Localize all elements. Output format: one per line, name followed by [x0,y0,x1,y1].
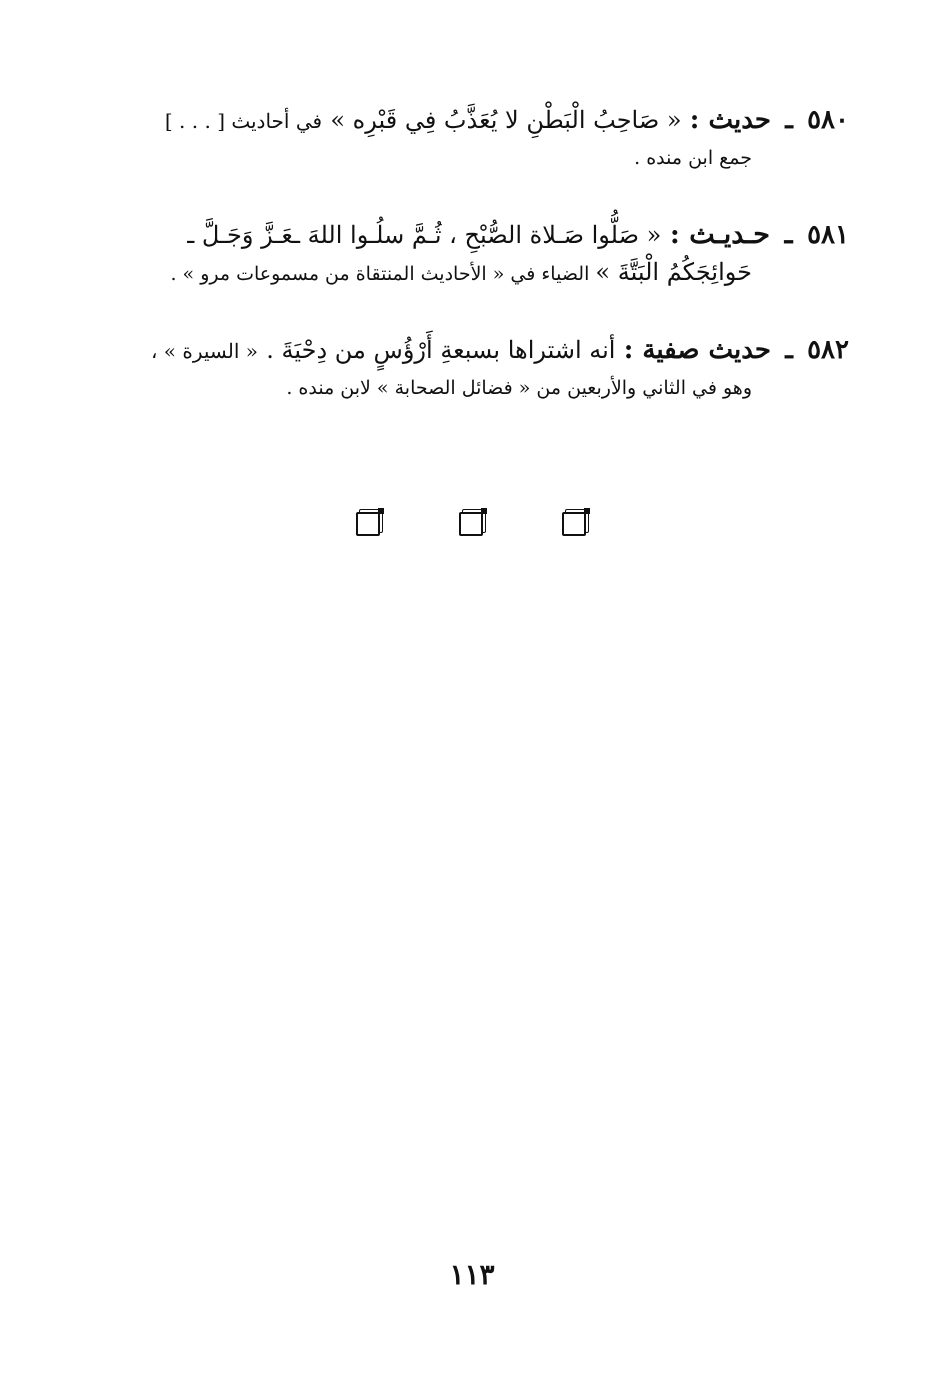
section-end-ornaments [0,512,944,542]
entry-main-line [89,100,849,141]
entry-label: حديث صفية : [623,335,771,365]
entry-quote: أنه اشتراها بسبعةِ أَرْؤُسٍ من دِحْيَةَ . [266,336,616,364]
square-ornament-icon [356,512,380,536]
entry-continuation: وهو في الثاني والأربعين من « فضائل الصحابة » لابن منده . [286,377,752,399]
entry-number: ٥٨١ [807,220,849,250]
entry-number: ٥٨٢ [807,335,849,365]
entry-continuation: الضياء في « الأحاديث المنتقاة من مسموعات مرو » . [170,263,590,285]
entry-label: حـديـث : [669,219,770,250]
entry-quote: « صَلُّوا صَـلاة الصُّبْحِ ، ثُـمَّ سلُـوا اللهَ ـعَـزَّ وَجَـلَّ ـ [187,221,662,249]
entry-quote: « صَاحِبُ الْبَطْنِ لا يُعَذَّبُ فِي قَبْرِه » [330,106,682,134]
entry-label: حديث : [689,105,771,135]
hadith-entry-580 [89,100,849,175]
entry-number: ٥٨٠ [807,105,849,135]
entry-main-line [89,215,849,255]
entry-source: « السيرة » ، [150,339,258,363]
entry-dash: ـ [785,105,793,135]
entry-dash: ـ [784,219,793,250]
page-number: ١١٣ [449,1258,495,1291]
entry-main-line [89,330,849,371]
entry-continuation-quote: حَوائِجَكُمُ الْبَتَّةَ » [595,258,752,286]
entry-continuation: جمع ابن منده . [634,147,752,169]
entry-dash: ـ [785,335,793,365]
hadith-entry-582 [89,330,849,405]
entry-source: في أحاديث [ . . . ] [164,109,323,133]
hadith-entry-581 [89,215,849,291]
square-ornament-icon [562,512,586,536]
square-ornament-icon [459,512,483,536]
entry-continuation-line [89,255,752,291]
